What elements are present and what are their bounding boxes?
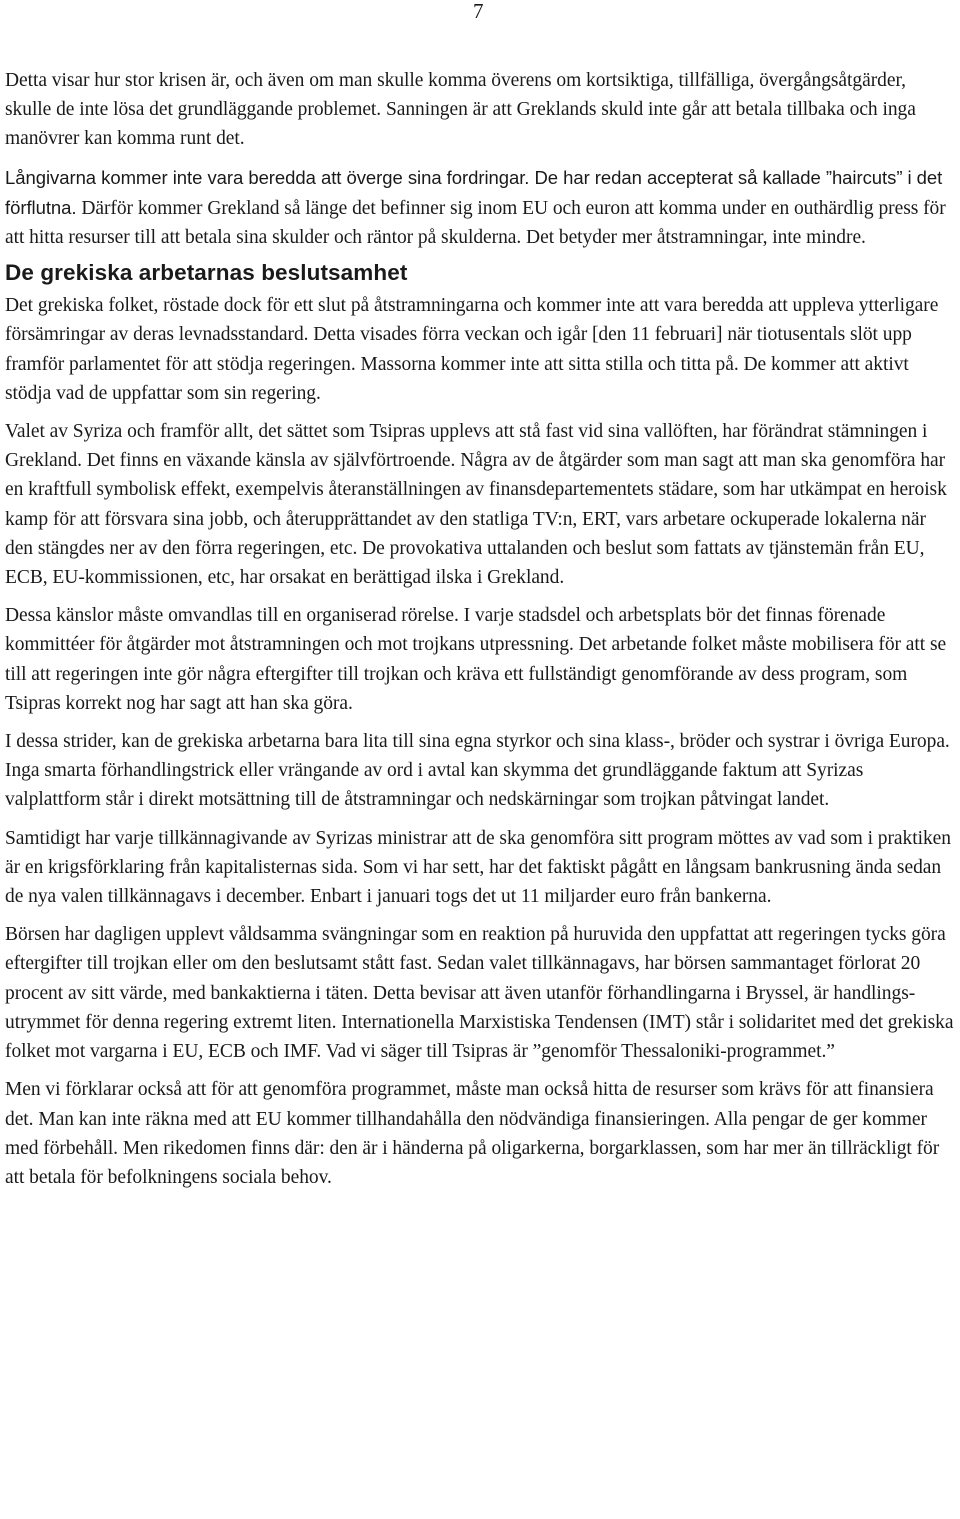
document-body xyxy=(5,66,957,1192)
body-paragraph: Det grekiska folket, röstade dock för ett slut på åtstramningarna och kommer inte att vara beredda att uppleva ytterligare försämringar av deras levnadsstandard. Detta visades förra veckan och igår [den 11 februari] när tiotusentals slöt upp framför parlamentet för att stödja regeringen. Massorna kommer inte att sitta stilla och titta på. De kommer att aktivt stödja vad de uppfattar som sin regering. xyxy=(5,295,939,404)
body-paragraph: Dessa känslor måste omvandlas till en organiserad rörelse. I varje stadsdel och arbetsplats bör det finnas förenade kommittéer för åtgärder mot åtstramningen och mot trojkans utpressning. Det arbetande folket måste mobilisera för att se till att regeringen inte gör några eftergifter till trojkan och kräva ett fullständigt genomförande av dess program, som Tsipras korrekt nog har sagt att han ska göra. xyxy=(5,605,947,714)
intro-paragraph-1: Detta visar hur stor krisen är, och även om man skulle komma överens om kortsiktiga, tillfälliga, övergångsåtgärder, skulle de inte lösa det grundläggande problemet. Sanningen är att Greklands skuld inte går att betala tillbaka och inga manövrer kan komma runt det. xyxy=(5,70,916,150)
body-paragraph: I dessa strider, kan de grekiska arbetarna bara lita till sina egna styrkor och sina klass-, bröder och systrar i övriga Europa. Inga smarta förhandlingstrick eller vrängande av ord i avtal kan skymma det grundläggande faktum att Syrizas valplattform står i direkt motsättning till de åtstramningar och nedskärningar som trojkan påtvingat landet. xyxy=(5,731,950,811)
intro-block xyxy=(5,66,957,252)
intro-paragraph-2-sans-text: Långivarna kommer inte vara beredda att överge sina fordringar. De har redan accepterat så kallade ”haircuts” i det förflutna. xyxy=(5,166,943,218)
body-paragraph: Samtidigt har varje tillkännagivande av Syrizas ministrar att de ska genomföra sitt program möttes av vad som i praktiken är en krigsförklaring från kapitalisternas sida. Som vi har sett, har det faktiskt pågått en långsam bankrusning ända sedan de nya valen tillkännagavs i december. Enbart i januari togs det ut 11 miljarder euro från bankerna. xyxy=(5,827,951,908)
section-heading: De grekiska arbetarnas beslutsamhet xyxy=(5,260,408,286)
intro-paragraph-2-serif-text: Därför kommer Grekland så länge det befinner sig inom EU och euron att komma under en outhärdlig press för att hitta resurser till att betala sina skulder och räntor på skulderna. Det betyder mer åtstramningar, inte mindre. xyxy=(5,197,946,249)
body-paragraph: Men vi förklarar också att för att genomföra programmet, måste man också hitta de resurser som krävs för att finansiera det. Man kan inte räkna med att EU kommer tillhandahålla den nödvändiga finansieringen. Alla pengar de ger kommer med förbehåll. Men rikedomen finns där: den är i händerna på oligarkerna, borgarklassen, som har mer än tillräckligt för att betala för befolkningens sociala behov. xyxy=(5,1079,940,1188)
body-paragraph: Valet av Syriza och framför allt, det sättet som Tsipras upplevs att stå fast vid sina vallöften, har förändrat stämningen i Grekland. Det finns en växande känsla av självförtroende. Några av de åtgärder som man sagt att man ska genomföra har en kraftfull symbolisk effekt, exempelvis återanställningen av finansdepartementets städare, som har utkämpat en heroisk kamp för att försvara sina jobb, och återupprättandet av den statliga TV:n, ERT, vars arbetare ockuperade lokalerna när den stängdes ner av den förra regeringen, etc. De provokativa uttalanden och beslut som fattats av tjänstemän från EU, ECB, EU-kommissionen, etc, har orsakat en berättigad ilska i Grekland. xyxy=(5,421,947,589)
page-number: 7 xyxy=(473,0,484,23)
body-paragraph: Börsen har dagligen upplevt våldsamma svängningar som en reaktion på huruvida den uppfattat att regeringen tycks göra eftergifter till trojkan eller om den beslutsamt stått fast. Sedan valet tillkännagavs, har börsen sammantaget förlorat 20 procent av sitt värde, med bankaktierna i täten. Detta bevisar att även utanför förhandlingarna i Bryssel, är handlings-utrymmet för denna regering extremt liten. Internationella Marxistiska Tendensen (IMT) står i solidaritet med det grekiska folket mot vargarna i EU, ECB och IMF. Vad vi säger till Tsipras är ”genomför Thessaloniki-programmet.” xyxy=(5,924,954,1063)
intro-paragraph-2 xyxy=(5,163,957,253)
